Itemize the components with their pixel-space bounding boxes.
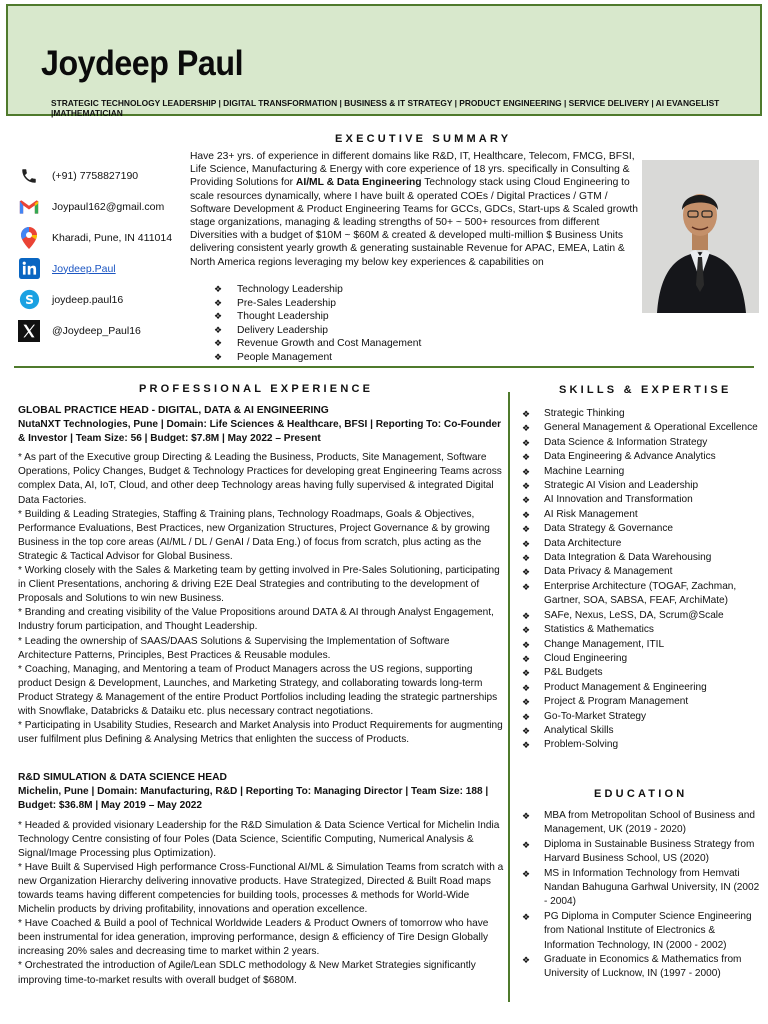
skills-list (522, 407, 762, 753)
skill-item: ❖ P&L Budgets (522, 666, 762, 680)
capability-item: ❖ People Management (214, 351, 421, 365)
location-text: Kharadi, Pune, IN 411014 (52, 231, 173, 244)
skype-handle: joydeep.paul16 (52, 293, 124, 306)
skill-item: ❖ Strategic Thinking (522, 407, 762, 421)
capability-item: ❖ Technology Leadership (214, 283, 421, 297)
map-pin-icon (18, 227, 40, 249)
skill-item: ❖ Data Integration & Data Warehousing (522, 551, 762, 565)
contact-phone (18, 160, 188, 191)
job-role: R&D SIMULATION & DATA SCIENCE HEAD (18, 772, 227, 784)
skill-item: ❖ Go-To-Market Strategy (522, 710, 762, 724)
candidate-name: Joydeep Paul (41, 44, 244, 83)
profile-photo (642, 160, 759, 313)
education-item: ❖ Diploma in Sustainable Business Strategy from Harvard Business School, US (2020) (522, 838, 762, 867)
education-item: ❖ PG Diploma in Computer Science Engineering from National Institute of Electronics & Information Technology, IN (2000 - 2002) (522, 910, 762, 953)
job-bullet: * Have Built & Supervised High performance Cross-Functional AI/ML & Simulation Teams from scratch with a new Organization Hierarchy delivering innovative products. Have Strategized, Directed & Built Road maps towards teams having different competencies for building tools, processes & methods for World-Wide Michelin products by driving profitability, innovations and operation excellence. (18, 861, 504, 916)
x-logo-icon (18, 320, 40, 342)
job-meta: NutaNXT Technologies, Pune | Domain: Life Sciences & Healthcare, BFSI | Reporting To: Co-Founder & Investor | Team Size: 56 | Budget: $7.8M | May 2022 – Present (18, 419, 502, 445)
capability-item: ❖ Revenue Growth and Cost Management (214, 337, 421, 351)
skill-item: ❖ Data Strategy & Governance (522, 522, 762, 536)
job-bullet: * Leading the ownership of SAAS/DAAS Solutions & Supervising the Implementation of Software Architecture Patterns, Principles, Best Practices & Reusable modules. (18, 635, 450, 661)
job-bullet: * Orchestrated the introduction of Agile/Lean SDLC methodology & New Market Strategies significantly improving time-to-market results with overall budget of $680M. (18, 960, 476, 986)
education-item: ❖ Graduate in Economics & Mathematics from University of Lucknow, IN (1997 - 2000) (522, 953, 762, 982)
job-bullet: * Building & Leading Strategies, Staffing & Training plans, Technology Roadmaps, Goals & Objectives, Performance Evaluations, Best Practices, new Organization Structures, Project Governance & by growing Business in the top core areas (AI/ML / DL / GenAI / Data Eng.) of focus from scratch, plus acting as the Strategic & Tactical Advisor for Global Business. (18, 508, 490, 562)
job-bullet: * Participating in Usability Studies, Research and Market Analysis into Product Requirements for augmenting user fulfilment plus Defining & Analysing Metrics that enlighten the success of Products. (18, 720, 503, 746)
column-divider (508, 392, 510, 1002)
job-bullet: * Working closely with the Sales & Marketing team by getting involved in Pre-Sales Solutioning, participating in Client Presentations, anchoring & driving E2E Deal Strategies and contributing to the development of Proposals and Solutions to win new Business. (18, 565, 500, 605)
job-meta: Michelin, Pune | Domain: Manufacturing, R&D | Reporting To: Managing Director | Team Size: 188 | Budget: $36.8M | May 2019 – May 2022 (18, 786, 489, 812)
skill-item: ❖ Change Management, ITIL (522, 638, 762, 652)
skill-item: ❖ Enterprise Architecture (TOGAF, Zachman, Gartner, SOA, SABSA, FEAF, ArchiMate) (522, 580, 762, 609)
professional-experience-title: PROFESSIONAL EXPERIENCE (139, 383, 374, 395)
skill-item: ❖ Data Architecture (522, 537, 762, 551)
summary-text-part: Have 23+ yrs. of experience in different domains like R&D, IT, Healthcare, Telecom, FMCG, BFSI, Life Science, Manufacturing & Energy with core experience of 18 yrs. specifically in Consulting & Providing Solutions for (190, 151, 635, 189)
capabilities-list (214, 283, 421, 364)
skill-item: ❖ Data Privacy & Management (522, 565, 762, 579)
summary-bold-amp: & (323, 177, 337, 189)
skill-item: ❖ Data Engineering & Advance Analytics (522, 450, 762, 464)
phone-icon (18, 165, 40, 187)
job-role: GLOBAL PRACTICE HEAD - DIGITAL, DATA & AI ENGINEERING (18, 405, 329, 416)
skill-item: ❖ Data Science & Information Strategy (522, 436, 762, 450)
contact-email (18, 191, 188, 222)
skill-item: ❖ Cloud Engineering (522, 652, 762, 666)
email-address[interactable]: Joypaul162@gmail.com (52, 200, 165, 213)
executive-summary-text (190, 150, 642, 269)
contact-x (18, 315, 188, 346)
skill-item: ❖ Strategic AI Vision and Leadership (522, 479, 762, 493)
skill-item: ❖ Problem-Solving (522, 738, 762, 752)
job-bullet: * Branding and creating visibility of the Value Propositions around DATA & AI through Analyst Engagement, Industry forum participation, and Thought Leadership. (18, 607, 494, 633)
linkedin-icon (18, 258, 40, 280)
contact-location (18, 222, 188, 253)
section-divider (14, 366, 754, 368)
tagline: STRATEGIC TECHNOLOGY LEADERSHIP | DIGITAL TRANSFORMATION | BUSINESS & IT STRATEGY | PRODUCT ENGINEERING | SERVICE DELIVERY | AI EVANGELIST |MATHEMATICIAN (51, 98, 720, 118)
skill-item: ❖ AI Risk Management (522, 508, 762, 522)
job-bullet: * Coaching, Managing, and Mentoring a team of Product Managers across the US regions, supporting product Design & Development, Launches, and Marketing Strategy, and collaborating towards long-term Product Strategy & Management of the entire Product Portfolios including leading the strategic partnerships with Snowflake, Databricks & Dataiku etc. plus necessary contract negotiations. (18, 663, 498, 717)
summary-bold-data-eng: Data Engineering (336, 177, 422, 189)
skype-icon (18, 289, 40, 311)
skill-item: ❖ Product Management & Engineering (522, 681, 762, 695)
job-bullet: * Have Coached & Build a pool of Technical Worldwide Leaders & Product Owners of tomorrow who have been instrumental for idea generation, improving performance, design & efficiency of Tire Design Globally increasing 20% sales and decreasing time to market within 2 years. (18, 918, 489, 958)
experience-section (18, 404, 504, 988)
phone-number: (+91) 7758827190 (52, 169, 139, 182)
skill-item: ❖ Project & Program Management (522, 695, 762, 709)
skill-item: ❖ Statistics & Mathematics (522, 623, 762, 637)
education-item: ❖ MS in Information Technology from Hemvati Nandan Bahuguna Garhwal University, IN (2002 - 2004) (522, 867, 762, 910)
skill-item: ❖ General Management & Operational Excellence (522, 421, 762, 435)
education-title: EDUCATION (594, 788, 688, 800)
contact-skype (18, 284, 188, 315)
job-bullet: * Headed & provided visionary Leadership for the R&D Simulation & Data Science Vertical for Michelin India Technology Centre consisting of four Poles (Data Science, Scientific Computing, Numerical Analysis & Signal/Image Processing plus Optimization). (18, 819, 500, 859)
header-banner (6, 4, 762, 116)
skill-item: ❖ SAFe, Nexus, LeSS, DA, Scrum@Scale (522, 609, 762, 623)
capability-item: ❖ Thought Leadership (214, 310, 421, 324)
summary-bold-aiml: AI/ML (295, 177, 324, 189)
summary-text-part: Technology stack using Cloud Engineering to scale resources dynamically, where I have built & operated COEs / Digital Practices / GTM / Software Development & Product Engineering Teams for GCCs, GDCs, Start-ups & Scaled growth stage organizations, managing & leading strengths of 50+ ~ 500+ resources from different Diversities with a budget of $10M ~ $60M & created & developed multi-million $ Business Units delivering consistent yearly growth & generating sustainable Revenue for APAC, EMEA, Latin & North America regions leveraging my below key experiences & capabilities on (190, 177, 638, 268)
linkedin-link[interactable]: Joydeep.Paul (52, 262, 116, 275)
skill-item: ❖ Machine Learning (522, 465, 762, 479)
skills-title: SKILLS & EXPERTISE (559, 384, 732, 396)
gmail-icon (18, 196, 40, 218)
education-list (522, 809, 762, 982)
svg-text:S: S (24, 292, 34, 307)
contact-linkedin (18, 253, 188, 284)
capability-item: ❖ Pre-Sales Leadership (214, 297, 421, 311)
job-bullet: * As part of the Executive group Directing & Leading the Business, Products, Site Management, Software Operations, Policy Changes, Budget & Technology Practices for developing great Engineering Teams across complex Data, AI, IoT, Cloud, and other deep Technology areas having fully supervised & integrated Digital Data Factories. (18, 452, 502, 506)
contact-list (18, 160, 188, 346)
skill-item: ❖ Analytical Skills (522, 724, 762, 738)
executive-summary-title: EXECUTIVE SUMMARY (335, 133, 512, 145)
capability-item: ❖ Delivery Leadership (214, 324, 421, 338)
education-item: ❖ MBA from Metropolitan School of Business and Management, UK (2019 - 2020) (522, 809, 762, 838)
x-handle: @Joydeep_Paul16 (52, 324, 141, 337)
skill-item: ❖ AI Innovation and Transformation (522, 493, 762, 507)
